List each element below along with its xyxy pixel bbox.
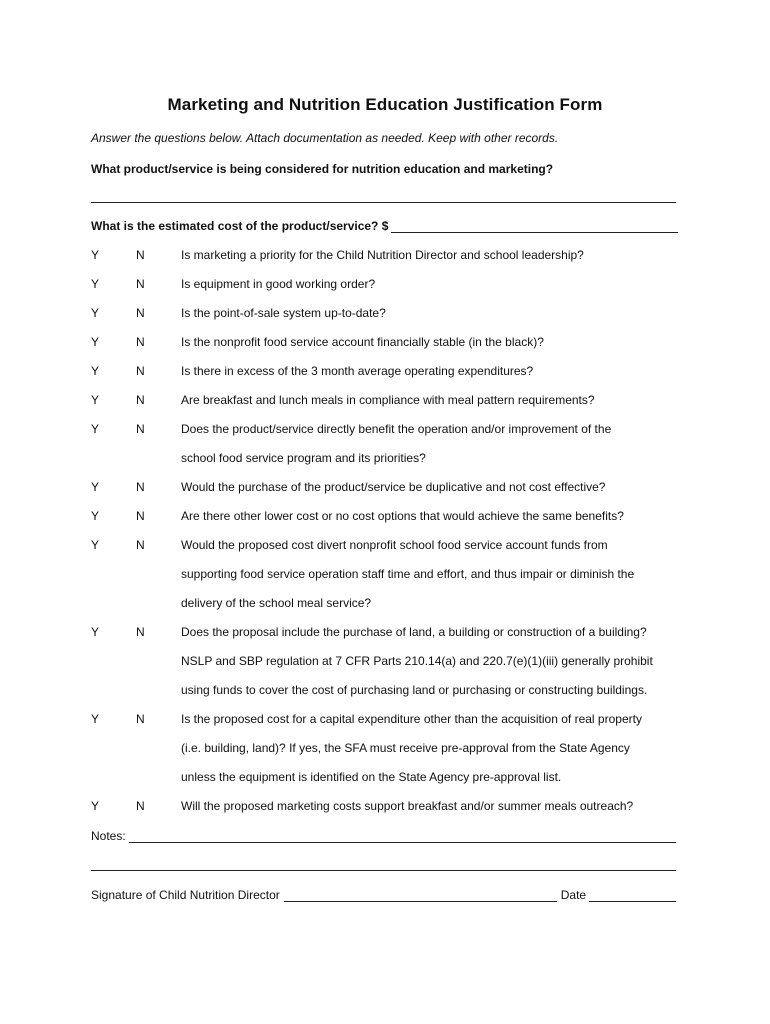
question-row	[91, 357, 691, 386]
question-row	[91, 531, 691, 560]
yes-option[interactable]: Y	[91, 712, 100, 726]
yes-option[interactable]: Y	[91, 364, 100, 378]
spacer	[136, 647, 181, 676]
product-question: What product/service is being considered for nutrition education and marketing?	[91, 162, 554, 176]
question-text: using funds to cover the cost of purchasing land or purchasing or constructing buildings.	[181, 683, 648, 697]
spacer	[136, 444, 181, 473]
notes-label: Notes:	[91, 829, 126, 843]
question-continuation-row	[91, 647, 691, 676]
question-text: unless the equipment is identified on the State Agency pre-approval list.	[181, 770, 562, 784]
question-text: Does the product/service directly benefit the operation and/or improvement of the	[181, 422, 612, 436]
question-row	[91, 328, 691, 357]
spacer	[91, 763, 136, 792]
question-row	[91, 705, 691, 734]
question-list	[91, 241, 691, 821]
question-continuation-row	[91, 676, 691, 705]
no-option[interactable]: N	[136, 422, 145, 436]
question-row	[91, 270, 691, 299]
no-option[interactable]: N	[136, 538, 145, 552]
question-continuation-row	[91, 763, 691, 792]
signature-label: Signature of Child Nutrition Director	[91, 888, 280, 902]
signature-row	[91, 888, 676, 902]
no-option[interactable]: N	[136, 480, 145, 494]
question-text: delivery of the school meal service?	[181, 596, 372, 610]
question-continuation-row	[91, 560, 691, 589]
spacer	[136, 763, 181, 792]
question-text: NSLP and SBP regulation at 7 CFR Parts 210.14(a) and 220.7(e)(1)(iii) generally prohibit	[181, 654, 653, 668]
question-continuation-row	[91, 444, 691, 473]
cost-question-row	[91, 219, 678, 233]
spacer	[91, 444, 136, 473]
question-row	[91, 473, 691, 502]
cost-question: What is the estimated cost of the product/service? $	[91, 219, 389, 233]
yes-option[interactable]: Y	[91, 335, 100, 349]
no-option[interactable]: N	[136, 509, 145, 523]
question-row	[91, 241, 691, 270]
no-option[interactable]: N	[136, 712, 145, 726]
question-row	[91, 415, 691, 444]
question-text: Is marketing a priority for the Child Nutrition Director and school leadership?	[181, 248, 584, 262]
spacer	[91, 589, 136, 618]
spacer	[91, 734, 136, 763]
form-title: Marketing and Nutrition Education Justification Form	[167, 95, 603, 114]
question-text: supporting food service operation staff time and effort, and thus impair or diminish the	[181, 567, 635, 581]
no-option[interactable]: N	[136, 277, 145, 291]
no-option[interactable]: N	[136, 393, 145, 407]
question-row	[91, 618, 691, 647]
question-text: Would the purchase of the product/service be duplicative and not cost effective?	[181, 480, 606, 494]
notes-line[interactable]	[129, 831, 676, 843]
question-row	[91, 792, 691, 821]
spacer	[91, 676, 136, 705]
question-text: Are there other lower cost or no cost options that would achieve the same benefits?	[181, 509, 624, 523]
notes-line-2[interactable]	[91, 870, 676, 871]
yes-option[interactable]: Y	[91, 625, 100, 639]
yes-option[interactable]: Y	[91, 248, 100, 262]
no-option[interactable]: N	[136, 306, 145, 320]
spacer	[136, 676, 181, 705]
no-option[interactable]: N	[136, 335, 145, 349]
no-option[interactable]: N	[136, 799, 145, 813]
question-text: (i.e. building, land)? If yes, the SFA must receive pre-approval from the State Agency	[181, 741, 630, 755]
question-text: Is equipment in good working order?	[181, 277, 376, 291]
question-text: Would the proposed cost divert nonprofit school food service account funds from	[181, 538, 608, 552]
notes-row	[91, 829, 676, 843]
question-text: Is the point-of-sale system up-to-date?	[181, 306, 386, 320]
cost-answer-line[interactable]	[391, 221, 678, 233]
no-option[interactable]: N	[136, 364, 145, 378]
yes-option[interactable]: Y	[91, 277, 100, 291]
question-text: Is the proposed cost for a capital expenditure other than the acquisition of real property	[181, 712, 642, 726]
yes-option[interactable]: Y	[91, 422, 100, 436]
spacer	[136, 589, 181, 618]
question-continuation-row	[91, 589, 691, 618]
yes-option[interactable]: Y	[91, 306, 100, 320]
date-line[interactable]	[589, 890, 676, 902]
signature-line[interactable]	[284, 890, 557, 902]
spacer	[136, 560, 181, 589]
spacer	[91, 647, 136, 676]
question-text: Does the proposal include the purchase of land, a building or construction of a building?	[181, 625, 647, 639]
date-label: Date	[560, 888, 587, 902]
question-text: Will the proposed marketing costs support breakfast and/or summer meals outreach?	[181, 799, 634, 813]
yes-option[interactable]: Y	[91, 538, 100, 552]
yes-option[interactable]: Y	[91, 509, 100, 523]
yes-option[interactable]: Y	[91, 393, 100, 407]
question-row	[91, 386, 691, 415]
question-row	[91, 502, 691, 531]
question-text: Is the nonprofit food service account financially stable (in the black)?	[181, 335, 544, 349]
question-continuation-row	[91, 734, 691, 763]
question-row	[91, 299, 691, 328]
no-option[interactable]: N	[136, 248, 145, 262]
product-answer-line[interactable]	[91, 202, 676, 203]
yes-option[interactable]: Y	[91, 799, 100, 813]
spacer	[91, 560, 136, 589]
question-text: Are breakfast and lunch meals in compliance with meal pattern requirements?	[181, 393, 595, 407]
spacer	[136, 734, 181, 763]
question-text: school food service program and its priorities?	[181, 451, 426, 465]
question-text: Is there in excess of the 3 month average operating expenditures?	[181, 364, 534, 378]
no-option[interactable]: N	[136, 625, 145, 639]
yes-option[interactable]: Y	[91, 480, 100, 494]
form-instructions: Answer the questions below. Attach documentation as needed. Keep with other records.	[91, 131, 559, 145]
